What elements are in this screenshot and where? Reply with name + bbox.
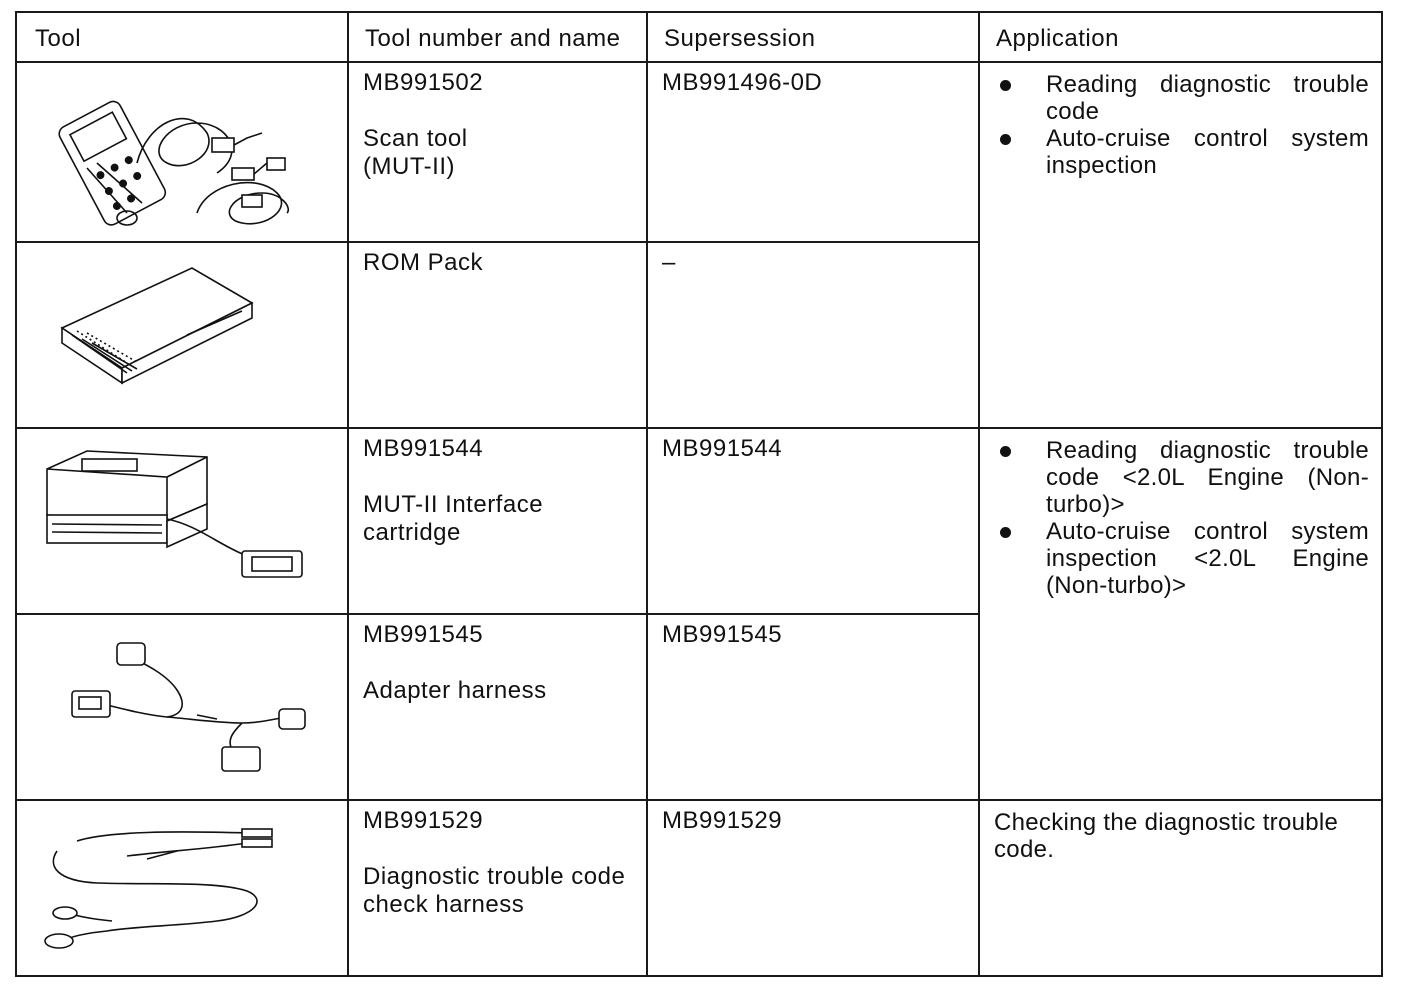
tool-name-sub: check harness <box>363 891 525 918</box>
list-item: Reading diagnostic trouble code <box>994 71 1369 125</box>
supersession-cell: MB991544 <box>647 428 979 614</box>
tool-number: MB991529 <box>363 807 484 834</box>
supersession-cell: – <box>647 242 979 428</box>
tool-name-cell <box>348 800 647 976</box>
tool-number: MB991545 <box>363 621 484 648</box>
tool-name: Diagnostic trouble code <box>363 863 626 890</box>
table-header-row <box>16 12 1382 62</box>
check-harness-illustration <box>16 800 348 976</box>
tool-name-cell <box>348 242 647 428</box>
supersession-cell: MB991545 <box>647 614 979 800</box>
tool-name-sub: (MUT-II) <box>363 153 455 180</box>
application-cell <box>979 428 1382 800</box>
application-cell <box>979 62 1382 428</box>
application-cell <box>979 800 1382 976</box>
supersession-cell: MB991529 <box>647 800 979 976</box>
tool-name-cell <box>348 428 647 614</box>
list-item: Auto-cruise control system inspection <2.0L Engine (Non-turbo)> <box>994 518 1369 599</box>
table-row <box>16 62 1382 242</box>
tool-number: MB991544 <box>363 435 484 462</box>
tool-name: Scan tool <box>363 125 468 152</box>
interface-cartridge-illustration <box>16 428 348 614</box>
header-tool-number-name: Tool number and name <box>348 12 647 62</box>
tool-name: Adapter harness <box>363 677 547 704</box>
application-text: Checking the diagnostic trouble code. <box>994 809 1339 863</box>
tool-name-cell <box>348 614 647 800</box>
scan-tool-kit-illustration <box>16 62 348 242</box>
tool-name: ROM Pack <box>363 249 484 276</box>
list-item: Auto-cruise control system inspection <box>994 125 1369 179</box>
tool-number: MB991502 <box>363 69 484 96</box>
rom-pack-illustration <box>16 242 348 428</box>
table-row <box>16 800 1382 976</box>
list-item: Reading diagnostic trouble code <2.0L Engine (Non-turbo)> <box>994 437 1369 518</box>
tool-name-sub: cartridge <box>363 519 461 546</box>
header-application: Application <box>979 12 1382 62</box>
header-tool: Tool <box>16 12 348 62</box>
tool-name: MUT-II Interface <box>363 491 544 518</box>
special-tools-table <box>15 11 1383 977</box>
tool-name-cell <box>348 62 647 242</box>
header-supersession: Supersession <box>647 12 979 62</box>
adapter-harness-illustration <box>16 614 348 800</box>
supersession-cell: MB991496-0D <box>647 62 979 242</box>
table-row <box>16 428 1382 614</box>
